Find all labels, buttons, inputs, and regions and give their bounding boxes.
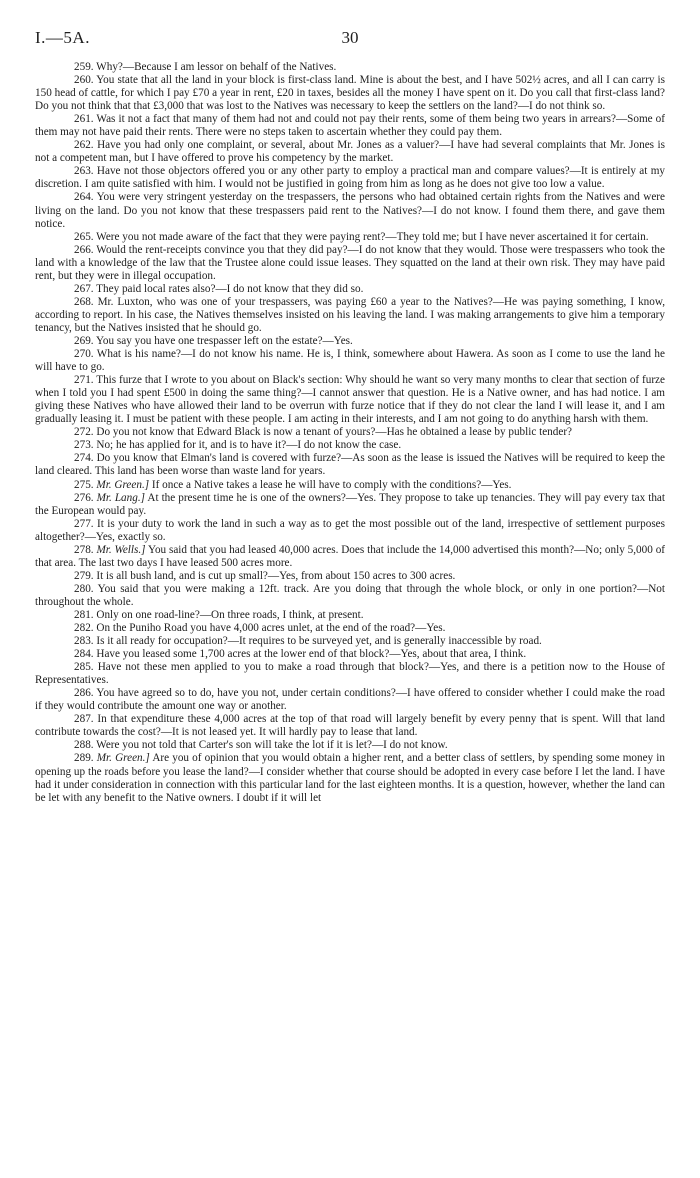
paragraph-262 xyxy=(35,139,665,165)
paragraph-number: 275. xyxy=(74,478,97,491)
paragraph-282 xyxy=(35,622,665,635)
paragraph-text: 288. Were you not told that Carter's son will take the lot if it is let?—I do not know. xyxy=(74,739,448,752)
paragraph-text: 263. Have not those objectors offered you or any other party to employ a practical man and compare values?—It is entirely at my discretion. I am quite satisfied with him. I would not be justified in going from him as long as he does not give too low a value. xyxy=(35,165,665,191)
paragraph-text: 287. In that expenditure these 4,000 acres at the top of that road will largely benefit by every penny that is spent. Will that land contribute towards the cost?—It is not leased yet. It will hardly pay to lease that land. xyxy=(35,713,665,739)
paragraph-text: 279. It is all bush land, and is cut up small?—Yes, from about 150 acres to 300 acres. xyxy=(74,569,456,582)
speaker-name: Mr. Lang.] xyxy=(96,491,145,504)
paragraph-275 xyxy=(35,479,665,492)
paragraph-text: At the present time he is one of the owners?—Yes. They propose to take up tenancies. They will pay every tax that the European would pay. xyxy=(35,491,665,517)
paragraph-text: 262. Have you had only one complaint, or several, about Mr. Jones as a valuer?—I have had several complaints that Mr. Jones is not a competent man, but I have offered to prove his competency by the market. xyxy=(35,139,665,165)
paragraph-272 xyxy=(35,426,665,439)
paragraph-271 xyxy=(35,374,665,426)
paragraph-text: 273. No; he has applied for it, and is to have it?—I do not know the case. xyxy=(74,439,402,452)
paragraph-264 xyxy=(35,191,665,230)
paragraph-number: 289. xyxy=(74,752,97,765)
paragraph-text: 260. You state that all the land in your block is first-class land. Mine is about the best, and I have 502½ acres, and all I can carry is 150 head of cattle, for which I pay £70 a year in rent, £20 in taxes, besides all the money I have spent on it. Do you call that first-class land? Do you not think that that £3,000 that was lost to the Natives was necessary to keep the settlers on the land?—I do not think so. xyxy=(35,74,665,113)
paragraph-277 xyxy=(35,518,665,544)
paragraph-text: 261. Was it not a fact that many of them had not and could not pay their rents, some of them being two years in arrears?—Some of them may not have paid their rents. There were no steps taken to ascertain whether they could pay them. xyxy=(35,113,665,139)
paragraph-text: 281. Only on one road-line?—On three roads, I think, at present. xyxy=(74,608,364,621)
paragraph-text: You said that you had leased 40,000 acres. Does that include the 14,000 advertised this month?—No; only 5,000 of that area. The last two days I have leased 500 acres more. xyxy=(35,543,666,569)
speaker-name: Mr. Wells.] xyxy=(96,543,146,556)
paragraph-265 xyxy=(35,231,665,244)
paragraph-text: 259. Why?—Because I am lessor on behalf of the Natives. xyxy=(74,61,337,73)
paragraph-text: 282. On the Puniho Road you have 4,000 acres unlet, at the end of the road?—Yes. xyxy=(74,622,446,635)
paragraph-number: 278. xyxy=(74,543,97,556)
paragraph-287 xyxy=(35,713,665,739)
paragraph-281 xyxy=(35,609,665,622)
paragraph-267 xyxy=(35,283,665,296)
paragraph-261 xyxy=(35,113,665,139)
paragraph-text: 286. You have agreed so to do, have you not, under certain conditions?—I have offered to consider whether I could make the road if they would contribute the amount one way or another. xyxy=(35,687,665,713)
paragraph-text: 266. Would the rent-receipts convince you that they did pay?—I do not know that they would. Those were trespassers who took the land with a knowledge of the law that the Trustee alone could issue leases. They squatted on the land at their own risk. They may have paid rent, but they were in illegal occupation. xyxy=(35,243,665,282)
paragraph-278 xyxy=(35,544,665,570)
paragraph-268 xyxy=(35,296,665,335)
paragraph-279 xyxy=(35,570,665,583)
paragraph-259 xyxy=(35,61,665,74)
paragraph-270 xyxy=(35,348,665,374)
paragraph-285 xyxy=(35,661,665,687)
paragraph-text: 267. They paid local rates also?—I do not know that they did so. xyxy=(74,282,364,295)
page-number: 30 xyxy=(341,28,359,47)
paragraph-286 xyxy=(35,687,665,713)
paragraph-273 xyxy=(35,439,665,452)
paragraph-text: 277. It is your duty to work the land in such a way as to get the most possible out of the land, irrespective of settlement purposes altogether?—Yes, exactly so. xyxy=(35,517,665,543)
paragraph-text: 264. You were very stringent yesterday on the trespassers, the persons who had obtained certain rights from the Natives and were living on the land. Do you not know that these trespassers paid rent to the Natives?—I do not know. I found them there, and gave them notice. xyxy=(35,191,665,230)
paragraph-text: 272. Do you not know that Edward Black is now a tenant of yours?—Has he obtained a lease by public tender? xyxy=(74,426,573,439)
paragraph-text: 274. Do you know that Elman's land is covered with furze?—As soon as the lease is issued the Natives will be required to keep the land cleared. This land has been worse than waste land for years. xyxy=(35,452,665,478)
speaker-name: Mr. Green.] xyxy=(96,752,150,765)
document-page xyxy=(35,28,665,805)
paragraph-text: If once a Native takes a lease he will have to comply with the conditions?—Yes. xyxy=(151,478,512,491)
paragraph-283 xyxy=(35,635,665,648)
paragraph-276 xyxy=(35,492,665,518)
paragraph-text: 284. Have you leased some 1,700 acres at the lower end of that block?—Yes, about that area, I think. xyxy=(74,648,527,661)
paragraph-text: 268. Mr. Luxton, who was one of your trespassers, was paying £60 a year to the Natives?—He was paying something, I know, according to report. In his case, the Natives themselves insisted on his leaving the land. I was making arrangements to give him a temporary tenancy, but the Natives insisted that he should go. xyxy=(35,295,665,334)
paragraph-text: 270. What is his name?—I do not know his name. He is, I think, somewhere about Hawera. As soon as I come to use the land he will have to go. xyxy=(35,348,665,374)
paragraph-269 xyxy=(35,335,665,348)
paragraph-284 xyxy=(35,648,665,661)
paragraph-text: 285. Have not these men applied to you to make a road through that block?—Yes, and there is a petition now to the House of Representatives. xyxy=(35,661,665,687)
speaker-name: Mr. Green.] xyxy=(96,478,150,491)
paragraph-text: 265. Were you not made aware of the fact that they were paying rent?—They told me; but I have never ascertained it for certain. xyxy=(74,230,649,243)
paragraph-289 xyxy=(35,752,665,804)
paragraph-text: 271. This furze that I wrote to you about on Black's section: Why should he want so very many months to clear that section of furze when I told you I had spent £500 in doing the same thing?—I cannot answer that question. He is a Native owner, and has had notice. I am giving these Natives who have allowed their land to be overrun with furze notice that if they do not clear the land I will lease it, and I am gradually leasing it. I must be patient with these people. I am acting in their interests, and I am not going to do anything harsh with them. xyxy=(35,374,665,426)
paragraph-274 xyxy=(35,452,665,478)
paragraph-280 xyxy=(35,583,665,609)
paragraph-text: 283. Is it all ready for occupation?—It requires to be surveyed yet, and is generally inaccessible by road. xyxy=(74,635,542,648)
paragraph-text: 280. You said that you were making a 12ft. track. Are you doing that through the whole block, or only in one portion?—Not throughout the whole. xyxy=(35,582,665,608)
paragraph-text: 269. You say you have one trespasser left on the estate?—Yes. xyxy=(74,334,353,347)
page-header xyxy=(35,28,665,54)
paragraph-288 xyxy=(35,739,665,752)
paragraph-text: Are you of opinion that you would obtain a higher rent, and a better class of settlers, by spending some money in opening up the roads before you lease the land?—I consider whether that course should be adopted in every case before I let the land. I have had it under consideration in connection with this particular land for the last eighteen months. It is a question, however, whether the land can be let with any benefit to the Native owners. I doubt if it will let xyxy=(35,752,665,804)
paragraph-number: 276. xyxy=(74,491,97,504)
paragraph-266 xyxy=(35,244,665,283)
parliamentary-paper-reference: I.—5A. xyxy=(35,28,90,47)
paragraph-260 xyxy=(35,74,665,113)
document-body xyxy=(35,61,665,805)
paragraph-263 xyxy=(35,165,665,191)
